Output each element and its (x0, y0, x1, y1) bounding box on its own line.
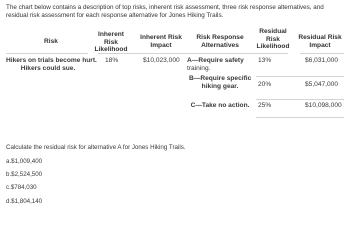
inherent-impact-value: $10,023,000 (143, 57, 180, 64)
alternative-b: B—Require specific hiking gear. (189, 75, 252, 90)
divider-row-a (256, 76, 344, 77)
intro-text: The chart below contains a description of top risks, inherent risk assessment, three risk response alternatives, and residual risk assessment for each response alternative for Jones Hiking Trails. (6, 4, 324, 19)
alternative-b-residual-impact: $5,047,000 (305, 81, 339, 88)
header-residual-likelihood: Residual Risk Likelihood (256, 28, 290, 51)
choice-c[interactable]: c.$784,030 (6, 184, 37, 192)
choice-b[interactable]: b.$2,524,500 (6, 171, 43, 179)
header-inherent-likelihood: Inherent Risk Likelihood (94, 31, 128, 54)
choice-a[interactable]: a.$1,009,400 (6, 158, 43, 165)
alternative-c-residual-likelihood: 25% (258, 102, 272, 109)
divider-row-c (256, 117, 344, 118)
header-risk: Risk (44, 38, 58, 45)
divider-middle-columns (98, 53, 288, 54)
risk-description: Hikers on trials become hurt. Hikers could sue. (6, 57, 97, 72)
question-text: Calculate the residual risk for alternative A for Jones Hiking Trails. (6, 144, 186, 151)
choice-d[interactable]: d.$1,804,140 (6, 197, 43, 205)
alternative-c: C—Take no action. (190, 102, 250, 109)
divider-row-b (256, 99, 344, 100)
alternative-b-residual-likelihood: 20% (258, 81, 272, 88)
alternative-a: A—Require safety training. (187, 57, 244, 72)
alternative-a-residual-impact: $6,031,000 (305, 57, 339, 64)
divider-residual-impact-column (300, 53, 344, 54)
divider-risk-column (6, 53, 88, 54)
alternative-c-residual-impact: $10,098,000 (305, 102, 342, 109)
answer-choices (6, 158, 42, 211)
alternative-a-residual-likelihood: 13% (258, 57, 272, 64)
header-response-alternatives: Risk Response Alternatives (196, 34, 244, 49)
header-inherent-impact: Inherent Risk Impact (140, 34, 182, 49)
header-residual-impact: Residual Risk Impact (298, 34, 342, 49)
inherent-likelihood-value: 18% (105, 57, 119, 64)
